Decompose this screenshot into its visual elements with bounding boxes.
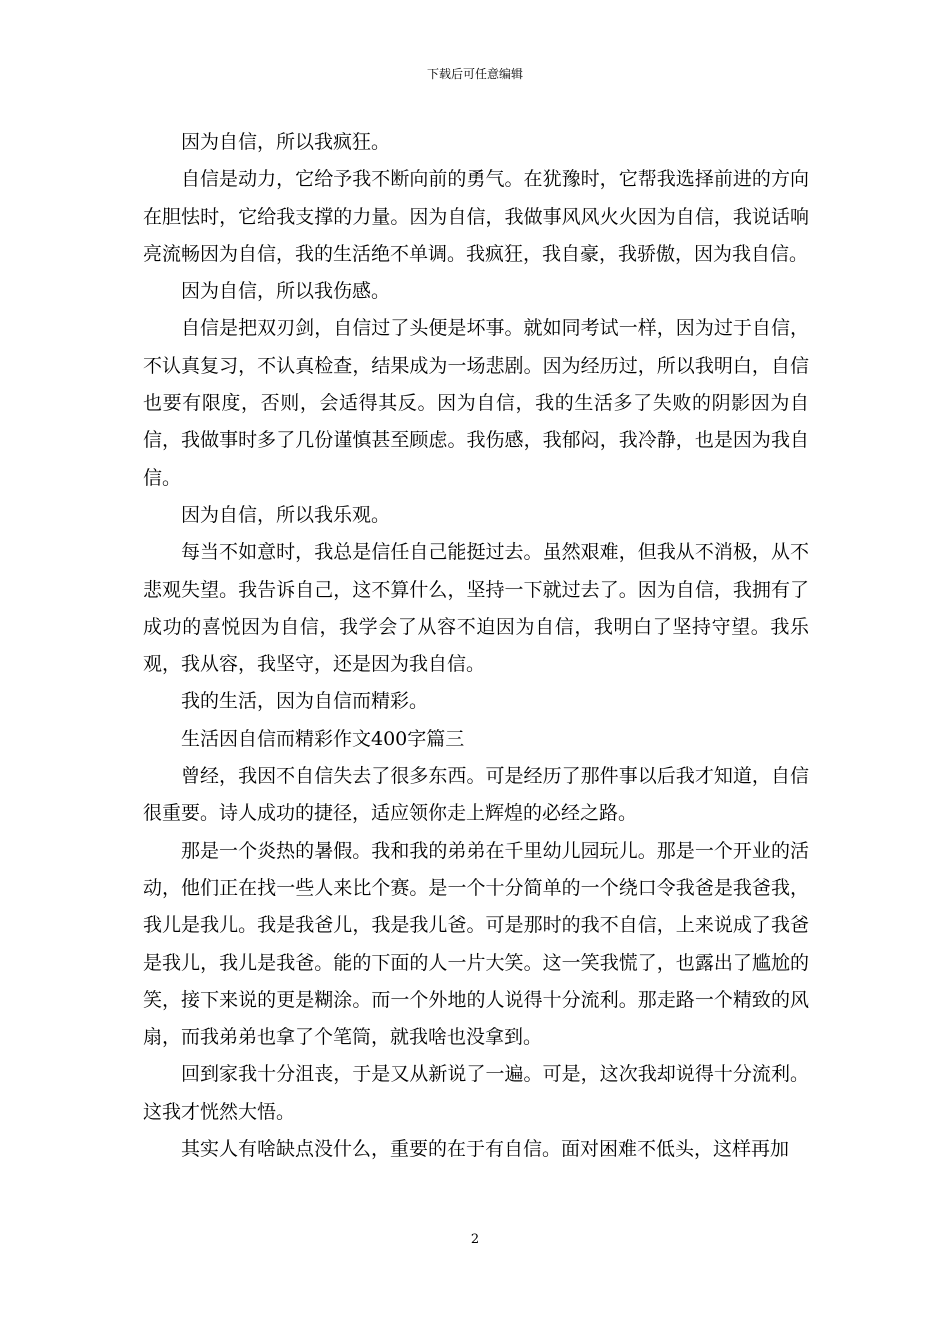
paragraph: 回到家我十分沮丧，于是又从新说了一遍。可是，这次我却说得十分流利。这我才恍然大悟。	[143, 1063, 809, 1123]
paragraph: 每当不如意时，我总是信任自己能挺过去。虽然艰难，但我从不消极，从不悲观失望。我告诉自己，这不算什么，坚持一下就过去了。因为自信，我拥有了成功的喜悦因为自信，我学会了从容不迫因为自信，我明白了坚持守望。我乐观，我从容，我坚守，还是因为我自信。	[143, 541, 809, 676]
document-body	[143, 124, 809, 1168]
paragraph: 自信是动力，它给予我不断向前的勇气。在犹豫时，它帮我选择前进的方向在胆怯时，它给我支撑的力量。因为自信，我做事风风火火因为自信，我说话响亮流畅因为自信，我的生活绝不单调。我疯狂，我自豪，我骄傲，因为我自信。	[143, 168, 809, 265]
paragraph: 因为自信，所以我伤感。	[181, 280, 391, 303]
paragraph: 自信是把双刃剑，自信过了头便是坏事。就如同考试一样，因为过于自信，不认真复习，不认真检查，结果成为一场悲剧。因为经历过，所以我明白，自信也要有限度，否则，会适得其反。因为自信，我的生活多了失败的阴影因为自信，我做事时多了几份谨慎甚至顾虑。我伤感，我郁闷，我冷静，也是因为我自信。	[143, 317, 809, 489]
paragraph: 曾经，我因不自信失去了很多东西。可是经历了那件事以后我才知道，自信很重要。诗人成功的捷径，适应领你走上辉煌的必经之路。	[143, 765, 809, 825]
section-heading: 生活因自信而精彩作文400字篇三	[181, 727, 465, 750]
page-header: 下载后可任意编辑	[426, 67, 523, 81]
paragraph: 我的生活，因为自信而精彩。	[181, 690, 429, 713]
paragraph: 其实人有啥缺点没什么，重要的在于有自信。面对困难不低头，这样再加	[181, 1138, 790, 1161]
page-number: 2	[470, 1232, 480, 1247]
paragraph: 因为自信，所以我疯狂。	[181, 131, 391, 153]
paragraph: 因为自信，所以我乐观。	[181, 503, 391, 526]
paragraph: 那是一个炎热的暑假。我和我的弟弟在千里幼儿园玩儿。那是一个开业的活动，他们正在找一些人来比个赛。是一个十分简单的一个绕口令我爸是我爸我，我儿是我儿。我是我爸儿，我是我儿爸。可是那时的我不自信，上来说成了我爸是我儿，我儿是我爸。能的下面的人一片大笑。这一笑我慌了，也露出了尴尬的笑，接下来说的更是糊涂。而一个外地的人说得十分流利。那走路一个精致的风扇，而我弟弟也拿了个笔筒，就我啥也没拿到。	[143, 839, 809, 1049]
